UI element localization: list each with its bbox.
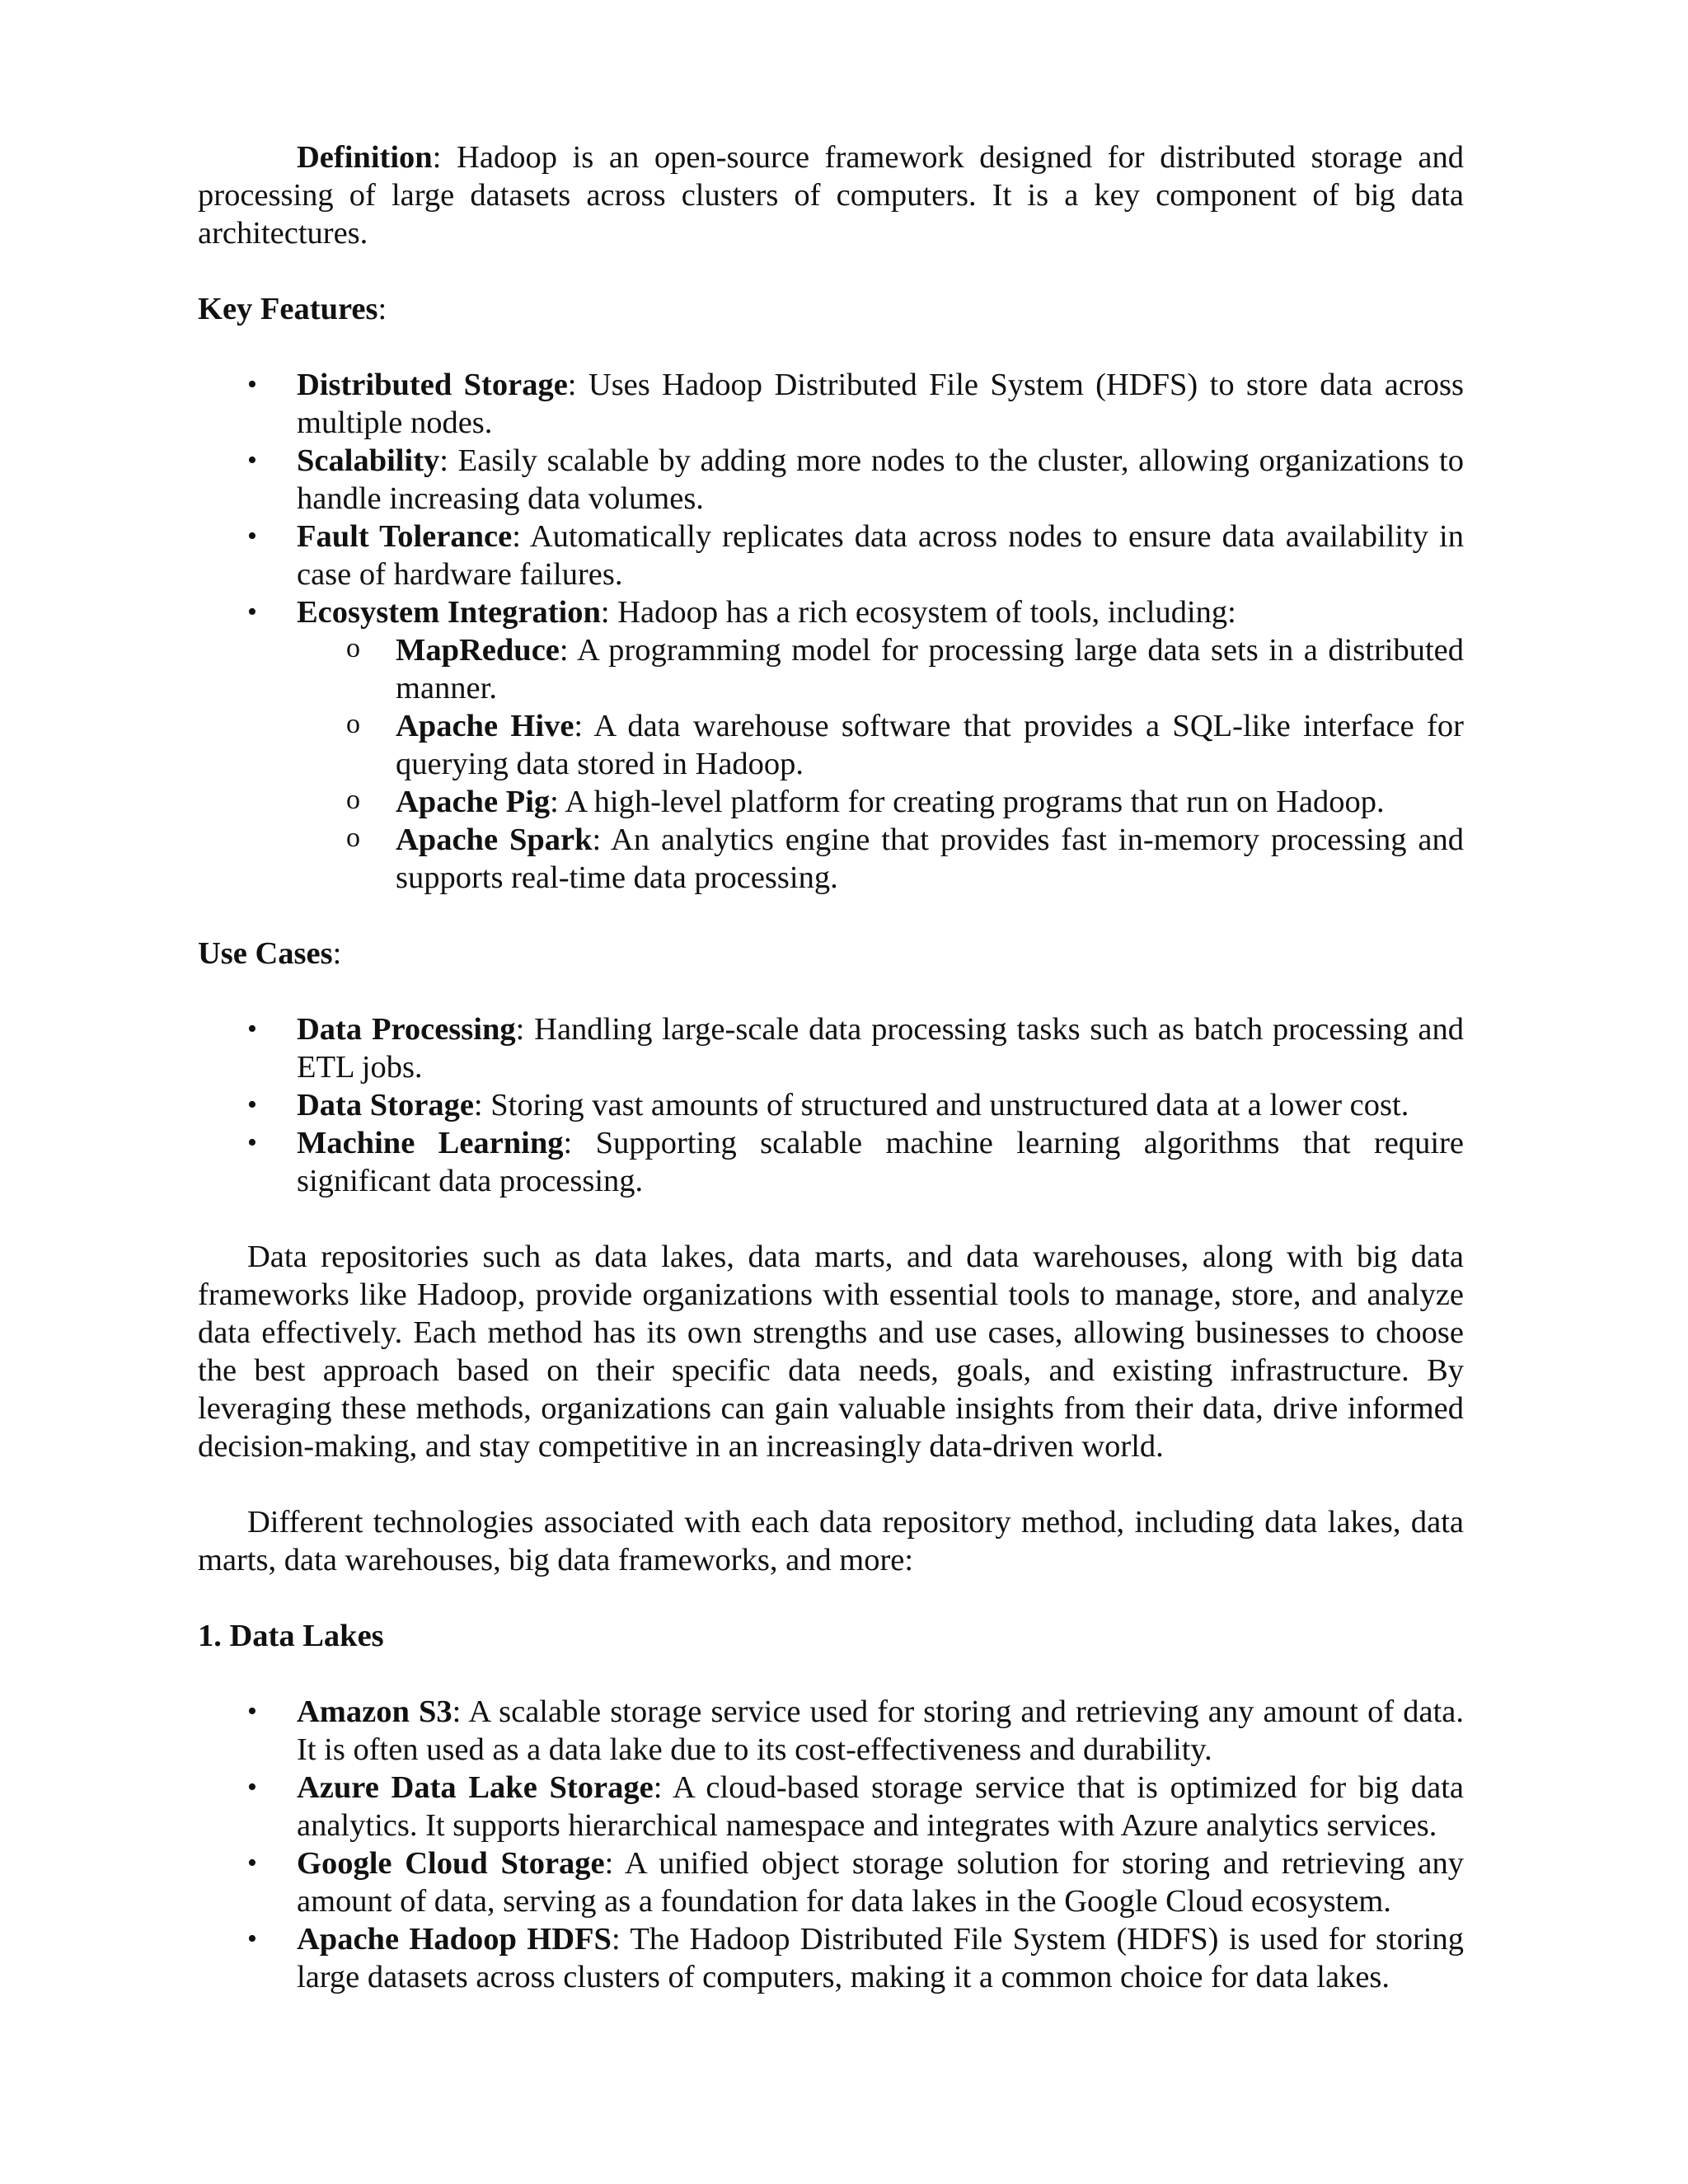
list-item: • Azure Data Lake Storage: A cloud-based storage service that is optimized for big data analytics. It supports hierarchical namespace and integrates with Azure analytics services.: [247, 1770, 1464, 1843]
bullet-icon: •: [247, 1848, 257, 1878]
list-item: o Apache Pig: A high-level platform for creating programs that run on Hadoop.: [297, 783, 1464, 821]
use-cases-heading: Use Cases:: [198, 936, 342, 971]
ecosystem-tools-list: [297, 631, 1464, 897]
sub-bullet-icon: o: [346, 785, 360, 815]
list-item: o Apache Hive: A data warehouse software that provides a SQL-like interface for querying data stored in Hadoop.: [297, 707, 1464, 783]
bullet-icon: •: [247, 521, 257, 551]
definition-term: Definition: [297, 140, 433, 175]
bullet-icon: •: [247, 1090, 257, 1120]
definition-text: : Hadoop is an open-source framework designed for distributed storage and processing of large datasets across clusters of computers. It is a key component of big data architectures.: [198, 140, 1464, 251]
bullet-icon: •: [247, 597, 257, 627]
list-item: o MapReduce: A programming model for processing large data sets in a distributed manner.: [297, 631, 1464, 707]
list-item: o Apache Spark: An analytics engine that provides fast in-memory processing and supports real-time data processing.: [297, 821, 1464, 897]
bullet-icon: •: [247, 445, 257, 476]
bullet-icon: •: [247, 1696, 257, 1727]
list-item: • Scalability: Easily scalable by adding more nodes to the cluster, allowing organizations to handle increasing data volumes.: [247, 443, 1464, 516]
bullet-icon: •: [247, 1924, 257, 1954]
list-item: • Data Processing: Handling large-scale data processing tasks such as batch processing and ETL jobs.: [247, 1012, 1464, 1085]
sub-bullet-icon: o: [346, 823, 360, 853]
list-item: • Machine Learning: Supporting scalable machine learning algorithms that require significant data processing.: [247, 1126, 1464, 1198]
sub-bullet-icon: o: [346, 633, 360, 663]
document-page: [198, 138, 1464, 1996]
key-features-list: [198, 366, 1464, 897]
intro-paragraph: Different technologies associated with each data repository method, including data lakes, data marts, data warehouses, big data frameworks, and more:: [198, 1505, 1464, 1577]
list-item: • Ecosystem Integration: Hadoop has a rich ecosystem of tools, including: o MapReduce: A programming model for processing large data sets in a distributed manner. o Apache Hive: A data warehouse software that provides a SQL-like interface for querying data stored in Hadoop. o Apache Pig: A high-level platform for creating programs that run on Hadoop. o Apache Spark: An analytics engine that provides fast in-memory processing and supports real-time data processing.: [247, 595, 1464, 895]
bullet-icon: •: [247, 369, 257, 400]
bullet-icon: •: [247, 1014, 257, 1044]
list-item: • Fault Tolerance: Automatically replicates data across nodes to ensure data availability in case of hardware failures.: [247, 519, 1465, 592]
use-cases-list: [198, 1010, 1464, 1200]
list-item: • Google Cloud Storage: A unified object storage solution for storing and retrieving any amount of data, serving as a foundation for data lakes in the Google Cloud ecosystem.: [247, 1846, 1465, 1919]
key-features-heading: Key Features:: [198, 292, 387, 326]
list-item: • Apache Hadoop HDFS: The Hadoop Distributed File System (HDFS) is used for storing large datasets across clusters of computers, making it a common choice for data lakes.: [247, 1922, 1464, 1994]
list-item: • Data Storage: Storing vast amounts of structured and unstructured data at a lower cost.: [247, 1088, 1409, 1122]
bullet-icon: •: [247, 1127, 257, 1158]
list-item: • Distributed Storage: Uses Hadoop Distributed File System (HDFS) to store data across multiple nodes.: [247, 368, 1464, 440]
data-lakes-list: [198, 1693, 1464, 1996]
bullet-icon: •: [247, 1772, 257, 1802]
definition-paragraph: [198, 138, 1464, 252]
list-item: • Amazon S3: A scalable storage service used for storing and retrieving any amount of data. It is often used as a data lake due to its cost-effectiveness and durability.: [247, 1694, 1464, 1767]
sub-bullet-icon: o: [346, 709, 360, 739]
summary-paragraph: Data repositories such as data lakes, data marts, and data warehouses, along with big data frameworks like Hadoop, provide organizations with essential tools to manage, store, and analyze data effectively. Each method has its own strengths and use cases, allowing businesses to choose the best approach based on their specific data needs, goals, and existing infrastructure. By leveraging these methods, organizations can gain valuable insights from their data, drive informed decision-making, and stay competitive in an increasingly data-driven world.: [198, 1240, 1464, 1464]
data-lakes-heading: 1. Data Lakes: [198, 1619, 384, 1653]
